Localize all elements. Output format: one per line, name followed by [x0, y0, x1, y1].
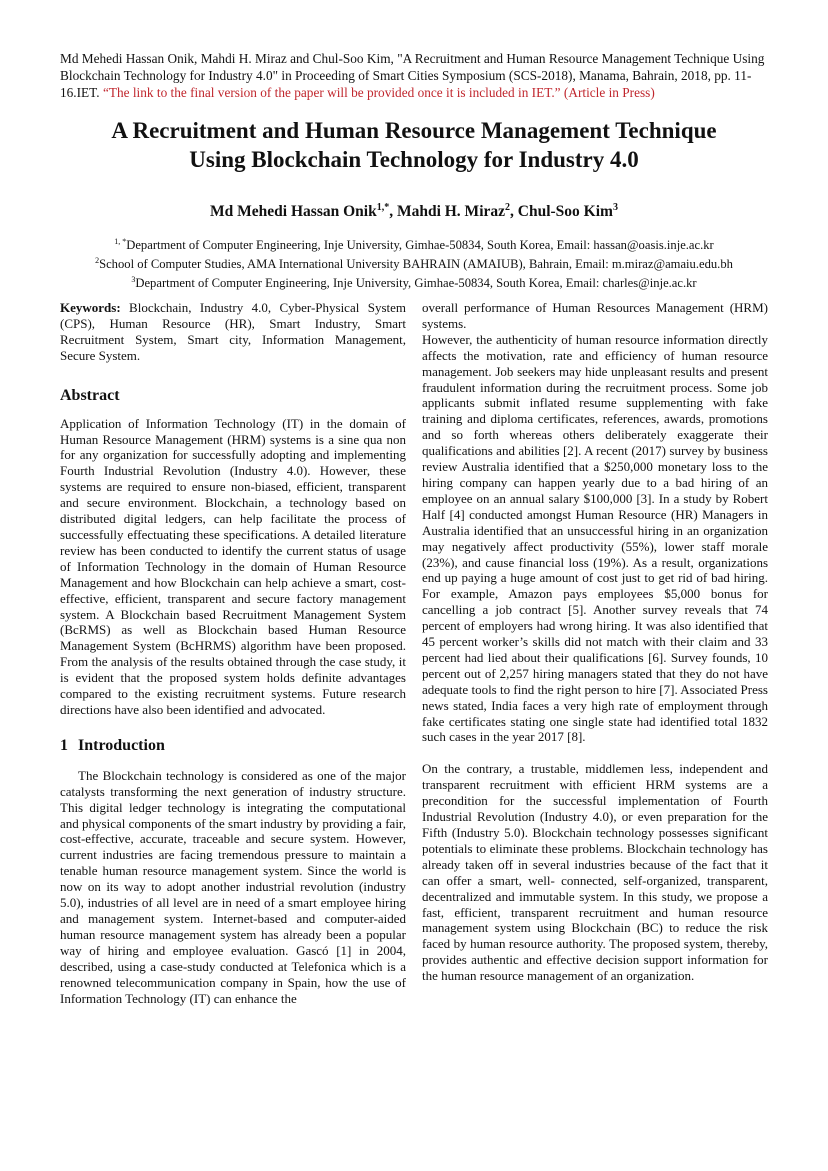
left-column — [60, 300, 406, 1006]
keywords — [60, 300, 406, 364]
citation-header — [60, 50, 772, 101]
author-sup: 2 — [505, 202, 511, 213]
author-name: Md Mehedi Hassan Onik — [210, 203, 377, 221]
author-name: Chul-Soo Kim — [517, 203, 613, 221]
section-title: Introduction — [78, 736, 165, 754]
intro-paragraph-3: On the contrary, a trustable, middlemen less, independent and transparent recruitment with efficient HRM systems are a precondition for the successful implementation of Fourth Industrial Revolution (Industry 4.0), or even preparation for the Fifth (Industry 5.0). Blockchain technology possesses significant potentials to eliminate these problems. Blockchain technology has already taken off in several industries because of the fact that it can offer a smart, well- connected, self-organized, transparent, decentralized and immutable system. In this study, we propose a fast, efficient, transparent recruitment and human resource management system using Blockchain (BC) to reduce the risk faced by human resource authority. The proposed system, thereby, provides authentic and effective decision support information for the human resource management of an organization. — [422, 761, 768, 984]
keywords-text: Blockchain, Industry 4.0, Cyber-Physical System (CPS), Human Resource (HR), Smart Industry, Smart Recruitment System, Smart city, Information Management, Secure System. — [60, 300, 406, 363]
abstract-heading: Abstract — [60, 386, 120, 404]
title-line-2: Using Blockchain Technology for Industry 4.0 — [189, 147, 639, 172]
intro-paragraph-1: The Blockchain technology is considered as one of the major catalysts transforming the next generation of industry structure. This digital ledger technology is integrating the computational and physical components of the smart industry by providing a fair, cost-effective, accurate, traceable and secure system. However, current industries are facing tremendous pressure to maintain a tenable human resource management system. Since the world is now on its way to adopt another industrial revolution (industry 5.0), industries of all level are in need of a smart employee hiring and management system. Internet-based and computer-aided human resource management system has already been a popular way of hiring and employee evaluation. Gascó [1] in 2004, described, using a case-study conducted at Telefonica which is a renowned telecommunication company in Spain, how the use of Information Technology (IT) can enhance the — [60, 767, 406, 1006]
affiliation-text: Department of Computer Engineering, Inje University, Gimhae-50834, South Korea, Email: hassan@oasis.inje.ac.kr — [126, 238, 714, 253]
affiliation-sup: 1, * — [114, 237, 127, 246]
author-sup: 3 — [612, 202, 618, 213]
citation-text: Md Mehedi Hassan Onik, Mahdi H. Miraz and Chul-Soo Kim, "A Recruitment and Human Resource Management Technique Using Blockchain Technology for Industry 4.0" in Proceeding of Smart Cities Symposium (SCS-2018), Manama, Bahrain, 2018, pp. 11-16.IET. — [60, 51, 765, 100]
section-number: 1 — [60, 736, 68, 754]
affiliation-sup: 3 — [131, 275, 136, 285]
keywords-label: Keywords: — [60, 300, 121, 315]
intro-paragraph-2: However, the authenticity of human resource information directly affects the motivation, rate and efficiency of human resource management. Job seekers may hide unpleasant results and present fraudulent information during the recruitment process. Some job applicants submit inflated resume supplementing with fake training and diploma certificates, references, awards, promotions and so forth whereas others deliberately exaggerate their qualifications and abilities [2]. A recent (2017) survey by business review Australia identified that a $250,000 monetary loss to the hiring company can happen yearly due to a bad hiring of an employee on an annual salary $100,000 [3]. In a study by Robert Half [4] conducted amongst Human Resource (HR) Managers in Australia identified that an unsuccessful hiring in an organization may negatively affect productivity (55%), lower staff morale (23%), and cause financial loss (19%). As a result, organizations end up paying a huge amount of cost just to get rid of bad hiring. For example, Amazon pays employees $5,000 bonus for cancelling a job contract [5]. Another survey reveals that 74 percent of employers had wrong hiring. It was also identified that 45 percent worker’s skills did not match with their claim and 33 percent had lied about their qualifications [6]. Survey founds, 10 percent out of 2,257 hiring managers stated that they do not have adequate tools to find the right person to hire [7]. Associated Press news stated, India faces a very high rate of employment through fake certificates stating one single state had identified total 1832 such cases in the year 2017 [8]. — [422, 331, 768, 745]
citation-notice: “The link to the final version of the paper will be provided once it is included in IET.” (Article in Press) — [102, 85, 655, 100]
affiliation — [40, 253, 788, 272]
paper-title — [40, 116, 788, 174]
affiliations — [40, 234, 788, 292]
affiliation-text: School of Computer Studies, AMA International University BAHRAIN (AMAIUB), Bahrain, Email: m.miraz@amaiu.edu.bh — [99, 257, 733, 272]
affiliation — [40, 272, 788, 291]
author-name: Mahdi H. Miraz — [396, 203, 506, 221]
introduction-heading — [60, 736, 406, 756]
abstract-text: Application of Information Technology (IT) in the domain of Human Resource Management (HRM) systems is a sine qua non for any organization for successfully adopting and implementing Fourth Industrial Revolution (Industry 4.0). However, these systems are required to ensure non-biased, efficient, transparent and secure environment. Blockchain, a technology based on distributed digital ledgers, can help facilitate the process of successfully effectuating these specifications. A detailed literature review has been conducted to identify the current status of usage of Information Technology in the domain of Human Resource Management and how Blockchain can help achieve a smart, cost-effective, efficient, transparent and secure factory management system. A Blockchain based Recruitment Management System (BcRMS) as well as Blockchain based Human Resource Management System (BcHRMS) algorithm have been proposed. From the analysis of the results obtained through the case study, it is evident that the proposed system holds definite advantages compared to the existing recruitment systems. Future research directions have also been identified and advocated. — [60, 415, 406, 717]
intro-paragraph-1-continued: overall performance of Human Resources Management (HRM) systems. — [422, 300, 768, 331]
affiliation-text: Department of Computer Engineering, Inje University, Gimhae-50834, South Korea, Email: charles@inje.ac.kr — [135, 276, 697, 291]
title-line-1: A Recruitment and Human Resource Management Technique — [111, 118, 717, 143]
affiliation — [40, 234, 788, 253]
author-sup: 1,* — [376, 202, 390, 213]
right-column — [422, 300, 768, 984]
author-list: Md Mehedi Hassan Onik$^{1,*}$, Mahdi H. Miraz$^2$, Chul-Soo Kim$^3$ — [210, 202, 618, 221]
affiliation-sup: 2 — [95, 256, 100, 266]
